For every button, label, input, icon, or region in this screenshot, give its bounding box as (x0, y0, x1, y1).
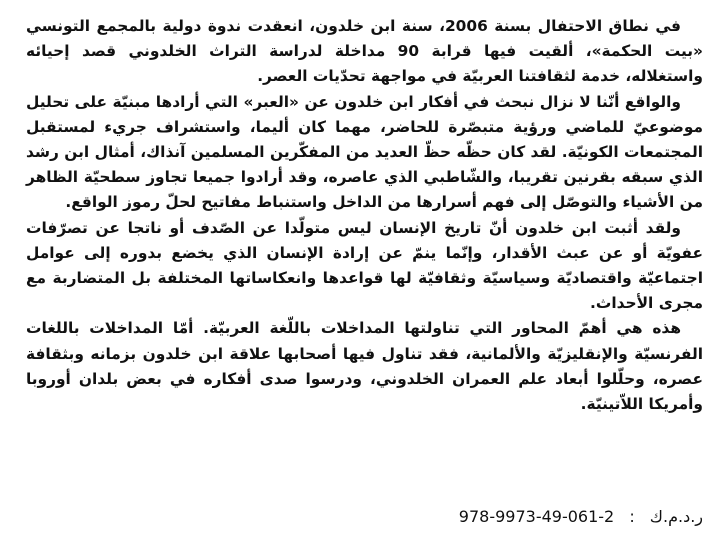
paragraph-2: والواقع أنّنا لا نزال نبحث في أفكار ابن خلدون عن «العبر» التي أرادها مبنيّة على تحليل موضوعيّ للماضي ورؤية متبصّرة للحاضر، مهما كان أليما، واستشراف جريء لمستقبل المجتمعات الكونيّة. لقد كان حظّه حظّ العديد من المفكّرين المسلمين آنذاك، أمثال ابن رشد الذي سبقه بقرنين تقريبا، والشّاطبي الذي عاصره، وقد أرادوا جميعا تجاوز سطحيّة الظاهر من الأشياء والتوصّل إلى فهم أسرارها من الداخل واستنباط مفاتيح لحلّ رموز الواقع. (26, 92, 703, 212)
isbn-number: 978-9973-49-061-2 (458, 507, 615, 526)
isbn-line (459, 504, 703, 530)
paragraph-4: هذه هي أهمّ المحاور التي تناولتها المداخلات باللّغة العربيّة. أمّا المداخلات باللغات الفرنسيّة والإنقليزيّة والألمانية، فقد تناول فيها أصحابها علاقة ابن خلدون بزمانه وبثقافة عصره، وحلّلوا أبعاد علم العمران الخلدوني، ودرسوا صدى أفكاره في بعض بلدان أوروبا وأمريكا اللاّتينيّة. (26, 319, 703, 414)
isbn-label: ر.د.م.ك (649, 507, 703, 526)
isbn-separator: : (629, 507, 635, 526)
document-body (26, 14, 703, 417)
paragraph-3: ولقد أثبت ابن خلدون أنّ تاريخ الإنسان ليس متولّدا عن الصّدف أو ناتجا عن تصرّفات عفويّة أو عن عبث الأقدار، وإنّما ينمّ عن إرادة الإنسان الذي يخضع بدوره إلى عوامل اجتماعيّة واقتصاديّة وسياسيّة وثقافيّة لها قواعدها وانعكاساتها المختلفة بل المتضاربة مع مجرى الأحداث. (26, 218, 703, 313)
paragraph-1: في نطاق الاحتفال بسنة 2006، سنة ابن خلدون، انعقدت ندوة دولية بالمجمع التونسي «بيت الحكمة»، ألقيت فيها قرابة 90 مداخلة لدراسة التراث الخلدوني قصد إحيائه واستغلاله، خدمة لثقافتنا العربيّة في مواجهة تحدّيات العصر. (26, 17, 703, 86)
